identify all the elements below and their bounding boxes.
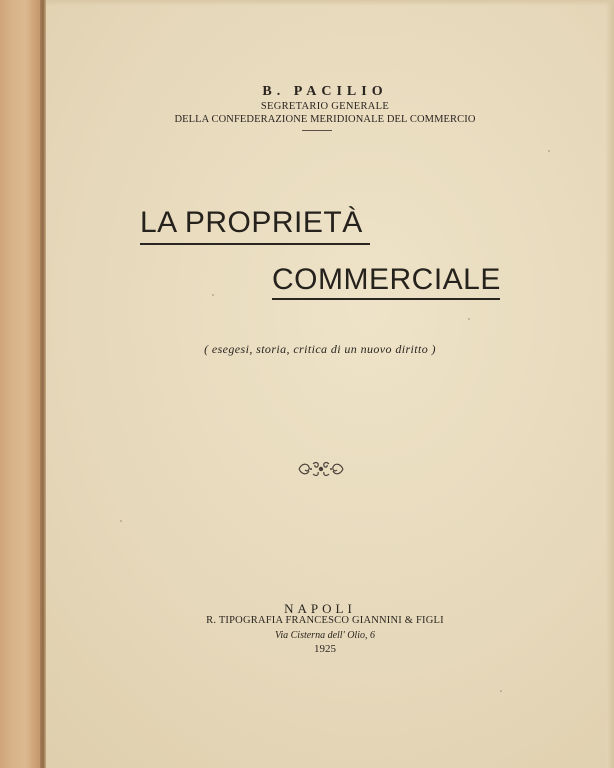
paper-speck [468, 318, 470, 320]
paper-speck [548, 150, 550, 152]
imprint-address: Via Cisterna dell' Olio, 6 [274, 630, 375, 641]
printers-ornament-icon [296, 458, 346, 480]
page-top-edge [46, 0, 614, 6]
imprint-city: NAPOLI [284, 601, 356, 616]
subtitle: ( esegesi, storia, critica di un nuovo diritto ) [204, 342, 436, 356]
imprint-year: 1925 [314, 643, 336, 655]
imprint-printer: R. TIPOGRAFIA FRANCESCO GIANNINI & FIGLI [206, 615, 444, 626]
title-underline1 [140, 243, 370, 245]
spine-edge [40, 0, 46, 768]
paper-speck [500, 690, 502, 692]
paper-speck [212, 294, 214, 296]
short-divider [302, 130, 332, 131]
author-name: B. PACILIO [262, 84, 388, 99]
title-line1: LA PROPRIETÀ [140, 206, 363, 239]
title-underline2 [272, 298, 500, 300]
author-role-line1: SEGRETARIO GENERALE [260, 101, 390, 112]
author-role-line2: DELLA CONFEDERAZIONE MERIDIONALE DEL COMMERCIO [174, 114, 476, 125]
page-right-edge [606, 0, 614, 768]
title-line2: COMMERCIALE [272, 263, 501, 296]
paper-speck [120, 520, 122, 522]
